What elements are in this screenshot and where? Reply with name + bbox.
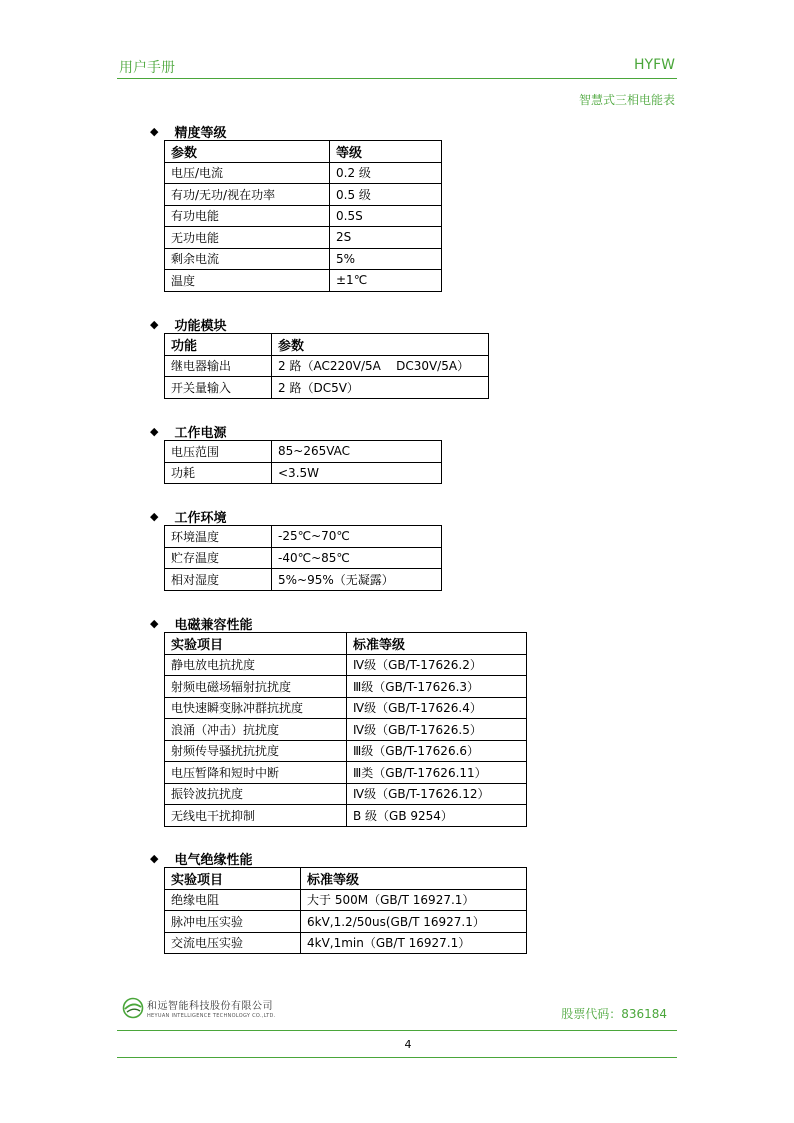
table-cell: Ⅲ级（GB/T-17626.3） <box>347 676 527 698</box>
table-cell: 射频传导骚扰抗扰度 <box>165 740 347 762</box>
table-header-cell: 实验项目 <box>165 868 301 890</box>
table-cell: -25℃~70℃ <box>272 526 442 548</box>
table-cell: 温度 <box>165 270 330 292</box>
header-brand: HYFW <box>634 57 675 73</box>
footer-bottom-divider <box>117 1057 677 1058</box>
company-logo-icon <box>122 997 144 1019</box>
table-header-cell: 参数 <box>272 334 489 356</box>
table-row <box>165 270 442 292</box>
table-row <box>165 676 527 698</box>
section-title-text: 工作电源 <box>174 426 227 441</box>
table-cell: 剩余电流 <box>165 248 330 270</box>
table-cell: Ⅳ级（GB/T-17626.5） <box>347 719 527 741</box>
table-row <box>165 654 527 676</box>
table-cell: 振铃波抗扰度 <box>165 783 347 805</box>
table-cell: 2S <box>330 227 442 249</box>
table-cell: <3.5W <box>272 462 442 484</box>
table-cell: 4kV,1min（GB/T 16927.1） <box>301 932 527 954</box>
diamond-bullet-icon: ◆ <box>150 425 159 438</box>
table-cell: B 级（GB 9254） <box>347 805 527 827</box>
table-cell: 5%~95%（无凝露） <box>272 569 442 591</box>
diamond-bullet-icon: ◆ <box>150 852 159 865</box>
table-row <box>165 889 527 911</box>
table-row <box>165 526 442 548</box>
company-name-en: HEYUAN INTELLIGENCE TECHNOLOGY CO.,LTD. <box>147 1013 276 1019</box>
table-cell: 继电器输出 <box>165 355 272 377</box>
table-row <box>165 355 489 377</box>
table-row <box>165 911 527 933</box>
table-row <box>165 227 442 249</box>
table-cell: 相对湿度 <box>165 569 272 591</box>
table-cell: 5% <box>330 248 442 270</box>
table-header-row <box>165 141 442 163</box>
environment-table <box>164 525 442 591</box>
diamond-bullet-icon: ◆ <box>150 510 159 523</box>
table-cell: Ⅳ级（GB/T-17626.2） <box>347 654 527 676</box>
table-row <box>165 932 527 954</box>
emc-table <box>164 632 527 827</box>
table-row <box>165 697 527 719</box>
table-cell: 功耗 <box>165 462 272 484</box>
table-cell: 静电放电抗扰度 <box>165 654 347 676</box>
table-cell: Ⅳ级（GB/T-17626.4） <box>347 697 527 719</box>
section-title-modules <box>150 315 226 334</box>
header-product-name: 智慧式三相电能表 <box>578 93 675 107</box>
table-cell: 电快速瞬变脉冲群抗扰度 <box>165 697 347 719</box>
table-header-cell: 标准等级 <box>347 633 527 655</box>
table-row <box>165 719 527 741</box>
diamond-bullet-icon: ◆ <box>150 318 159 331</box>
table-cell: 环境温度 <box>165 526 272 548</box>
header-divider <box>117 78 677 79</box>
table-cell: 大于 500M（GB/T 16927.1） <box>301 889 527 911</box>
table-cell: 电压暂降和短时中断 <box>165 762 347 784</box>
section-title-text: 精度等级 <box>174 126 227 141</box>
table-cell: Ⅲ级（GB/T-17626.6） <box>347 740 527 762</box>
section-title-emc <box>150 614 252 633</box>
table-cell: 6kV,1.2/50us(GB/T 16927.1） <box>301 911 527 933</box>
table-cell: 射频电磁场辐射抗扰度 <box>165 676 347 698</box>
section-title-text: 电气绝缘性能 <box>174 853 253 868</box>
diamond-bullet-icon: ◆ <box>150 125 159 138</box>
company-name-cn: 和远智能科技股份有限公司 <box>147 1001 273 1012</box>
header-doc-title: 用户手册 <box>119 60 175 76</box>
company-logo <box>122 997 276 1019</box>
power-table <box>164 440 442 484</box>
section-title-text: 工作环境 <box>174 511 227 526</box>
table-row <box>165 377 489 399</box>
table-cell: 绝缘电阻 <box>165 889 301 911</box>
table-cell: 0.5S <box>330 205 442 227</box>
page-number: 4 <box>404 1038 412 1051</box>
table-row <box>165 547 442 569</box>
table-cell: Ⅲ类（GB/T-17626.11） <box>347 762 527 784</box>
modules-table <box>164 333 489 399</box>
table-row <box>165 740 527 762</box>
table-cell: 无功电能 <box>165 227 330 249</box>
accuracy-table <box>164 140 442 292</box>
table-header-cell: 功能 <box>165 334 272 356</box>
table-cell: Ⅳ级（GB/T-17626.12） <box>347 783 527 805</box>
section-title-text: 电磁兼容性能 <box>174 618 253 633</box>
table-row <box>165 248 442 270</box>
table-cell: 贮存温度 <box>165 547 272 569</box>
table-row <box>165 569 442 591</box>
table-header-row <box>165 868 527 890</box>
table-cell: 85~265VAC <box>272 441 442 463</box>
table-row <box>165 162 442 184</box>
table-cell: 电压范围 <box>165 441 272 463</box>
table-header-cell: 等级 <box>330 141 442 163</box>
table-row <box>165 205 442 227</box>
table-row <box>165 783 527 805</box>
section-title-text: 功能模块 <box>174 319 227 334</box>
table-cell: 2 路（AC220V/5A DC30V/5A） <box>272 355 489 377</box>
table-header-row <box>165 633 527 655</box>
section-title-power <box>150 422 226 441</box>
table-cell: 有功/无功/视在功率 <box>165 184 330 206</box>
stock-code: 股票代码：836184 <box>561 1007 667 1021</box>
diamond-bullet-icon: ◆ <box>150 617 159 630</box>
table-row <box>165 762 527 784</box>
table-cell: 浪涌（冲击）抗扰度 <box>165 719 347 741</box>
section-title-accuracy <box>150 122 226 141</box>
table-cell: -40℃~85℃ <box>272 547 442 569</box>
table-row <box>165 441 442 463</box>
table-header-cell: 标准等级 <box>301 868 527 890</box>
table-header-row <box>165 334 489 356</box>
table-cell: 脉冲电压实验 <box>165 911 301 933</box>
table-cell: 交流电压实验 <box>165 932 301 954</box>
table-row <box>165 184 442 206</box>
table-header-cell: 参数 <box>165 141 330 163</box>
table-cell: 2 路（DC5V） <box>272 377 489 399</box>
table-cell: ±1℃ <box>330 270 442 292</box>
section-title-environment <box>150 507 226 526</box>
table-cell: 开关量输入 <box>165 377 272 399</box>
section-title-insulation <box>150 849 252 868</box>
table-cell: 0.5 级 <box>330 184 442 206</box>
table-cell: 无线电干扰抑制 <box>165 805 347 827</box>
insulation-table <box>164 867 527 954</box>
table-row <box>165 462 442 484</box>
table-row <box>165 805 527 827</box>
table-cell: 有功电能 <box>165 205 330 227</box>
footer-divider <box>117 1030 677 1031</box>
table-cell: 电压/电流 <box>165 162 330 184</box>
table-cell: 0.2 级 <box>330 162 442 184</box>
table-header-cell: 实验项目 <box>165 633 347 655</box>
